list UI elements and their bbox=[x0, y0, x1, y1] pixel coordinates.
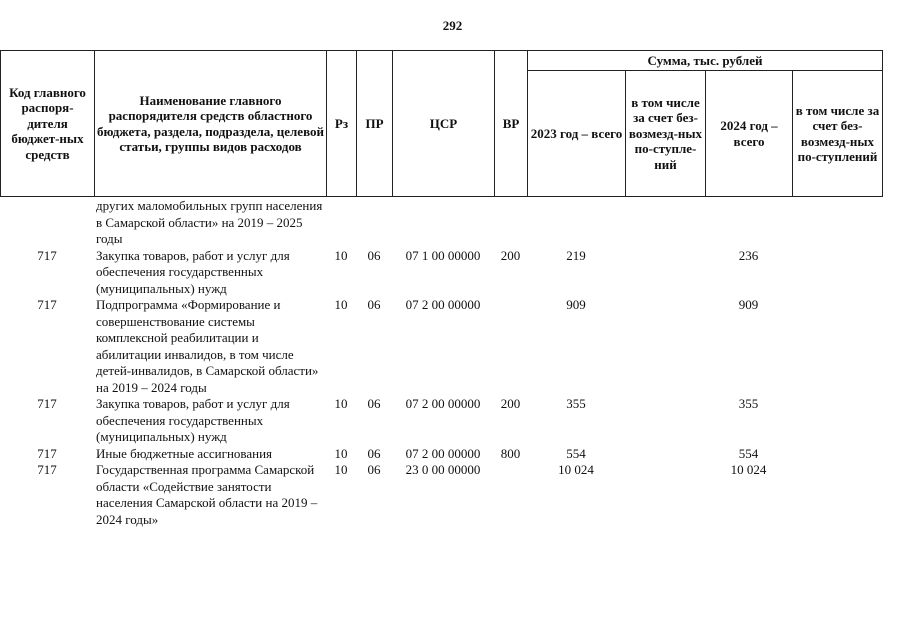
table-body bbox=[0, 198, 882, 528]
table-row bbox=[0, 198, 882, 248]
row-2024-total: 909 bbox=[738, 297, 759, 312]
row-2023-total: 554 bbox=[566, 445, 586, 461]
row-rz: 10 bbox=[334, 462, 348, 477]
row-2024-grants bbox=[792, 198, 882, 248]
row-rz: 10 bbox=[334, 297, 348, 312]
row-pr: 06 bbox=[367, 297, 381, 312]
table-row bbox=[0, 396, 882, 446]
row-2024-grants bbox=[792, 248, 882, 298]
row-vr bbox=[494, 462, 527, 528]
row-csr: 07 2 00 00000 bbox=[405, 445, 481, 461]
row-2023-total: 909 bbox=[566, 297, 586, 312]
header-code: Код главного распоря-дителя бюджет-ных средств bbox=[1, 51, 95, 197]
header-rz: Рз bbox=[327, 51, 357, 197]
table-row bbox=[0, 248, 882, 298]
row-rz bbox=[326, 198, 356, 248]
row-2024-total: 236 bbox=[738, 247, 759, 263]
row-vr: 800 bbox=[500, 445, 521, 461]
row-name: Подпрограмма «Формирование и совершенствование системы комплексной реабилитации и абилитации инвалидов, в том числе детей-инвалидов, в Самарской области» на 2019 – 2024 годы bbox=[96, 297, 319, 395]
row-2023-total bbox=[527, 198, 625, 248]
row-name: Закупка товаров, работ и услуг для обеспечения государственных (муниципальных) нужд bbox=[96, 247, 290, 296]
row-2023-grants bbox=[625, 396, 705, 446]
row-2024-total: 355 bbox=[738, 396, 759, 411]
row-name: других маломобильных групп населения в Самарской области» на 2019 – 2025 годы bbox=[96, 198, 323, 246]
page-number: 292 bbox=[442, 18, 463, 33]
row-code: 717 bbox=[37, 445, 57, 461]
row-name: Закупка товаров, работ и услуг для обеспечения государственных (муниципальных) нужд bbox=[96, 396, 290, 444]
row-pr: 06 bbox=[367, 445, 381, 461]
row-2024-grants bbox=[792, 396, 882, 446]
table-row bbox=[0, 297, 882, 396]
row-pr: 06 bbox=[367, 396, 381, 411]
header-csr: ЦСР bbox=[393, 51, 495, 197]
row-csr: 07 2 00 00000 bbox=[405, 297, 481, 312]
row-2024-grants bbox=[792, 446, 882, 463]
row-code bbox=[0, 198, 94, 248]
header-vr: ВР bbox=[495, 51, 528, 197]
row-csr: 07 2 00 00000 bbox=[405, 396, 481, 411]
header-name: Наименование главного распорядителя средств областного бюджета, раздела, подраздела, целевой статьи, группы видов расходов bbox=[95, 51, 327, 197]
header-2023-total: 2023 год – всего bbox=[528, 71, 626, 197]
header-2023-grants: в том числе за счет без-возмезд-ных по-ступле-ний bbox=[626, 71, 706, 197]
row-2023-total: 10 024 bbox=[558, 462, 594, 477]
table-row bbox=[0, 462, 882, 528]
table-row bbox=[0, 446, 882, 463]
row-2023-total: 219 bbox=[566, 247, 586, 263]
header-sum-group: Сумма, тыс. рублей bbox=[528, 51, 883, 71]
row-vr: 200 bbox=[500, 247, 521, 263]
row-2024-total bbox=[705, 198, 792, 248]
row-csr: 07 1 00 00000 bbox=[405, 247, 481, 263]
row-2023-grants bbox=[625, 198, 705, 248]
row-2024-total: 554 bbox=[738, 445, 759, 461]
row-2023-grants bbox=[625, 462, 705, 528]
row-2024-grants bbox=[792, 462, 882, 528]
row-pr bbox=[356, 198, 392, 248]
table-header bbox=[0, 50, 883, 197]
row-code: 717 bbox=[37, 297, 57, 312]
row-vr bbox=[494, 297, 527, 396]
row-2024-total: 10 024 bbox=[730, 462, 767, 477]
row-2023-total: 355 bbox=[566, 396, 586, 411]
row-vr: 200 bbox=[500, 396, 521, 411]
row-name: Государственная программа Самарской области «Содействие занятости населения Самарской области на 2019 – 2024 годы» bbox=[96, 462, 318, 527]
row-vr bbox=[494, 198, 527, 248]
row-csr bbox=[392, 198, 494, 248]
header-2024-total: 2024 год – всего bbox=[706, 71, 793, 197]
row-code: 717 bbox=[37, 247, 57, 263]
row-2023-grants bbox=[625, 297, 705, 396]
row-name: Иные бюджетные ассигнования bbox=[96, 445, 273, 461]
row-pr: 06 bbox=[367, 462, 381, 477]
row-csr: 23 0 00 00000 bbox=[405, 462, 481, 477]
row-rz: 10 bbox=[334, 445, 348, 461]
row-code: 717 bbox=[37, 396, 57, 411]
row-2023-grants bbox=[625, 248, 705, 298]
header-pr: ПР bbox=[357, 51, 393, 197]
row-2024-grants bbox=[792, 297, 882, 396]
row-rz: 10 bbox=[334, 247, 348, 263]
row-code: 717 bbox=[37, 462, 57, 477]
row-rz: 10 bbox=[334, 396, 348, 411]
row-2023-grants bbox=[625, 446, 705, 463]
row-pr: 06 bbox=[367, 247, 381, 263]
header-2024-grants: в том числе за счет без-возмезд-ных по-ступлений bbox=[793, 71, 883, 197]
